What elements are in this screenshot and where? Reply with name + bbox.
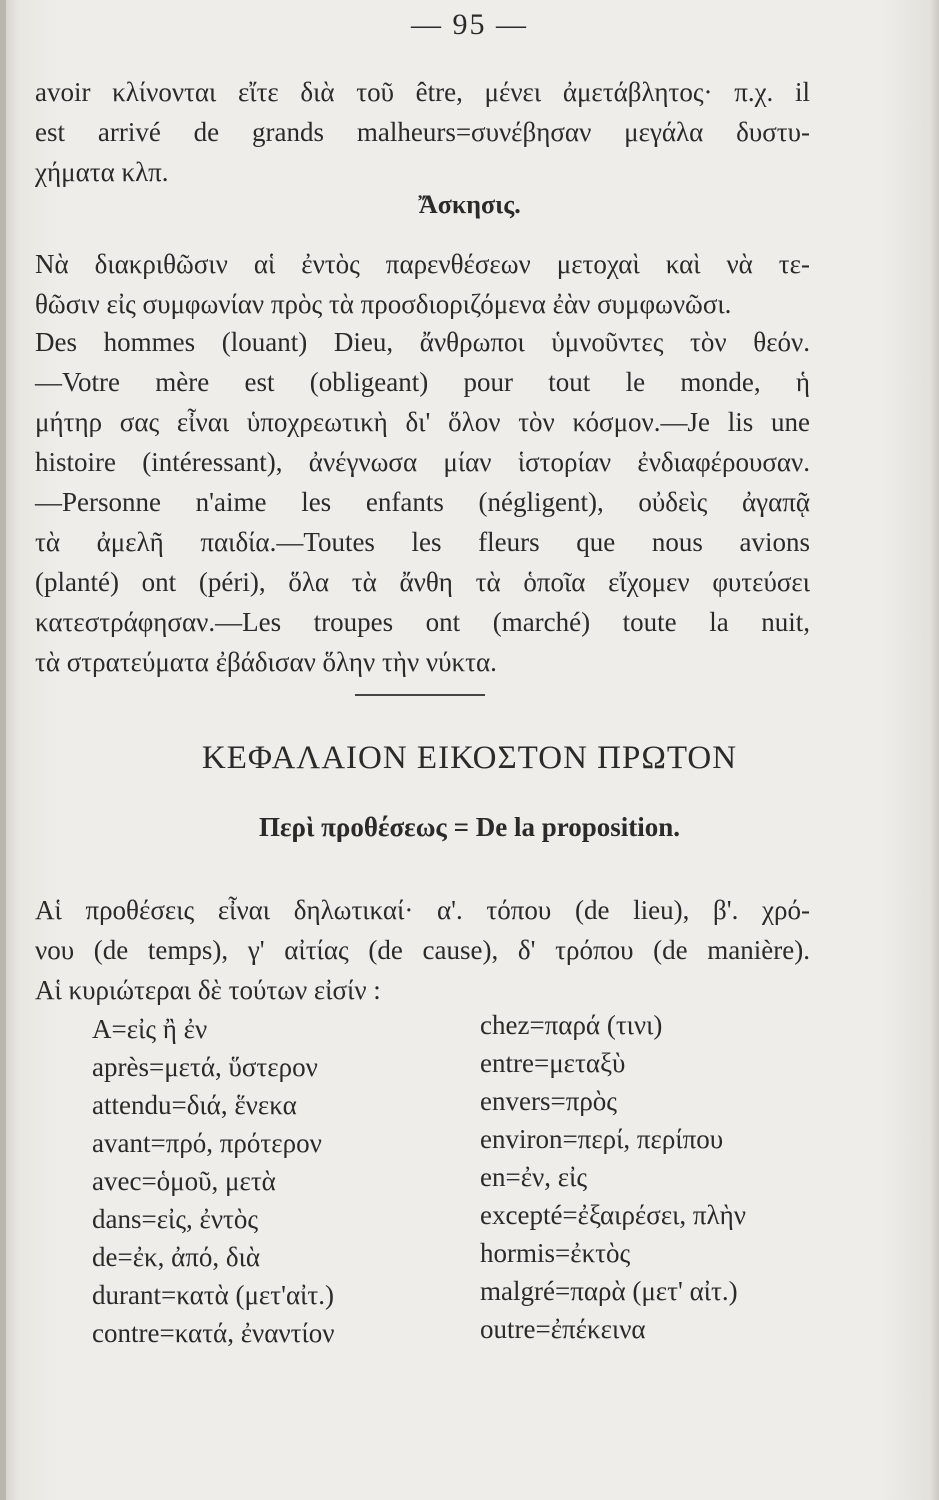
list-item: contre=κατά, ἐναντίον xyxy=(92,1318,335,1348)
text-line: —Votre mère est (obligeant) pour tout le monde, ἡ xyxy=(35,367,810,397)
text-line: θῶσιν εἰς συμφωνίαν πρὸς τὰ προσδιοριζόμενα ἐὰν συμφωνῶσι. xyxy=(35,289,732,319)
text-line: τὰ στρατεύματα ἐβάδισαν ὅλην τὴν νύκτα. xyxy=(35,647,497,677)
list-item: A=εἰς ἢ ἐν xyxy=(92,1014,208,1044)
text-line: (planté) ont (péri), ὅλα τὰ ἄνθη τὰ ὁποῖα εἴχομεν φυτεύσει xyxy=(35,567,810,597)
list-item: durant=κατὰ (μετ'αἰτ.) xyxy=(92,1280,334,1310)
text-line: histoire (intéressant), ἀνέγνωσα μίαν ἱστορίαν ἐνδιαφέρουσαν. xyxy=(35,447,810,477)
chapter-title: ΚΕΦΑΛΑΙΟΝ ΕΙΚΟΣΤΟΝ ΠΡΩΤΟΝ xyxy=(201,740,738,776)
list-item: chez=παρά (τινι) xyxy=(480,1010,663,1040)
prepositions-right-column xyxy=(480,1006,746,1348)
prepositions-left-column xyxy=(92,1010,334,1352)
intro-paragraph xyxy=(35,72,810,192)
text-line: χήματα κλπ. xyxy=(35,157,169,187)
exercise-instructions xyxy=(35,244,810,324)
list-item: en=ἐν, εἰς xyxy=(480,1162,588,1192)
list-item: excepté=ἐξαιρέσει, πλὴν xyxy=(480,1200,746,1230)
list-item: outre=ἐπέκεινα xyxy=(480,1314,646,1344)
chapter-subtitle: Περὶ προθέσεως = De la proposition. xyxy=(259,812,680,842)
list-item: de=ἐκ, ἀπό, διὰ xyxy=(92,1242,261,1272)
text-line: —Personne n'aime les enfants (négligent), οὐδεὶς ἀγαπᾷ xyxy=(35,487,810,517)
list-item: dans=εἰς, ἐντὸς xyxy=(92,1204,259,1234)
text-line: avoir κλίνονται εἴτε διὰ τοῦ être, μένει ἀμετάβλητος· π.χ. il xyxy=(35,77,810,107)
text-line: Αἱ κυριώτεραι δὲ τούτων εἰσίν : xyxy=(35,975,381,1005)
text-line: τὰ ἀμελῆ παιδία.—Toutes les fleurs que nous avions xyxy=(35,527,810,557)
text-line: κατεστράφησαν.—Les troupes ont (marché) toute la nuit, xyxy=(35,607,810,637)
page-number: — 95 — xyxy=(411,8,528,41)
list-item: entre=μεταξὺ xyxy=(480,1048,626,1078)
list-item: hormis=ἐκτὸς xyxy=(480,1238,631,1268)
text-line: Αἱ προθέσεις εἶναι δηλωτικαί· α'. τόπου (de lieu), β'. χρό- xyxy=(35,895,810,925)
text-line: Νὰ διακριθῶσιν αἱ ἐντὸς παρενθέσεων μετοχαὶ καὶ νὰ τε- xyxy=(35,249,810,279)
list-item: attendu=διά, ἕνεκα xyxy=(92,1090,297,1120)
list-item: envers=πρὸς xyxy=(480,1086,617,1116)
text-line: Des hommes (louant) Dieu, ἄνθρωποι ὑμνοῦντες τὸν θεόν. xyxy=(35,327,810,357)
list-item: environ=περί, περίπου xyxy=(480,1124,724,1154)
text-line: νου (de temps), γ' αἰτίας (de cause), δ' τρόπου (de manière). xyxy=(35,935,810,965)
exercise-examples xyxy=(35,322,810,682)
list-item: avec=ὁμοῦ, μετὰ xyxy=(92,1166,276,1196)
list-item: avant=πρό, πρότερον xyxy=(92,1128,322,1158)
text-line: est arrivé de grands malheurs=συνέβησαν μεγάλα δυστυ- xyxy=(35,117,810,147)
list-item: après=μετά, ὕστερον xyxy=(92,1052,318,1082)
section-divider xyxy=(355,694,485,696)
list-item: malgré=παρὰ (μετ' αἰτ.) xyxy=(480,1276,738,1306)
exercise-heading: Ἄσκησις. xyxy=(418,190,521,219)
text-line: μήτηρ σας εἶναι ὑποχρεωτικὴ δι' ὅλον τὸν κόσμον.—Je lis une xyxy=(35,407,810,437)
chapter-intro xyxy=(35,890,810,1010)
